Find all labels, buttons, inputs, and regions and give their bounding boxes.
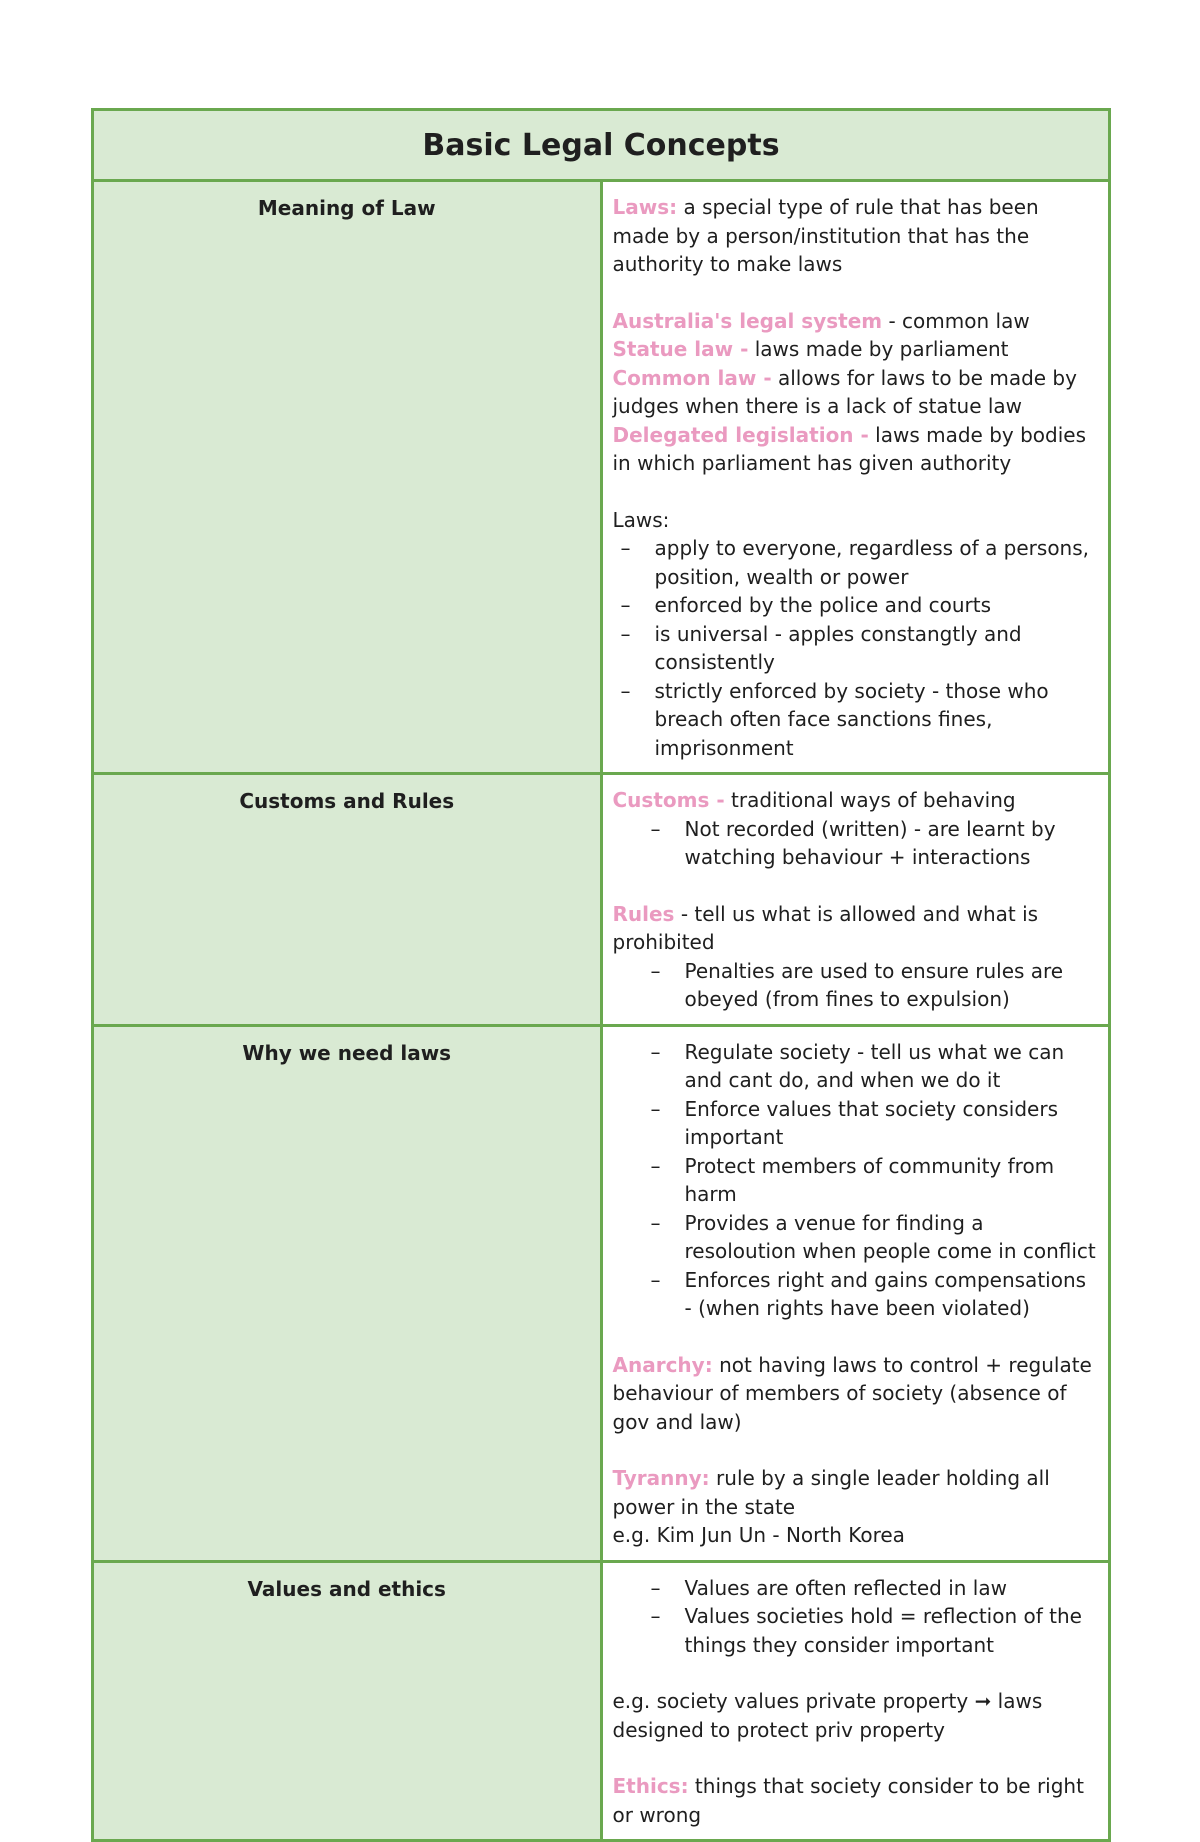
def-laws: a special type of rule that has been made by a person/institution that has the authority to make laws [612,195,1039,276]
list-item: – Regulate society - tell us what we can and cant do, and when we do it [613,1038,1099,1095]
row-label-why: Why we need laws [93,1025,602,1561]
row-label-values: Values and ethics [93,1561,602,1841]
legal-system-line [613,307,1099,336]
list-item: – Values societies hold = reflection of the things they consider important [613,1602,1099,1659]
row-label-meaning: Meaning of Law [93,181,602,774]
laws-heading: Laws: [612,507,670,532]
term-rules: Rules [612,901,675,926]
common-law-line [613,364,1099,421]
term-statue-law: Statue law - [612,337,749,361]
def-ethics: things that society consider to be right or wrong [612,1774,1084,1827]
row-content-customs [601,774,1110,1026]
delegated-legislation-line [613,421,1099,478]
term-customs: Customs - [612,788,725,812]
list-item: – Enforces right and gains compensations - (when rights have been violated) [613,1266,1099,1323]
list-item: – Provides a venue for finding a resoloution when people come in conflict [613,1209,1099,1266]
anarchy-definition [613,1351,1099,1437]
row-why-we-need-laws [93,1025,1110,1561]
row-label-customs: Customs and Rules [93,774,602,1026]
term-laws: Laws: [612,195,678,219]
def-rules: - tell us what is allowed and what is prohibited [612,901,1039,954]
rules-definition [613,900,1099,957]
laws-bullet-list [613,534,1099,762]
def-legal-system: - common law [882,308,1030,333]
ethics-definition [613,1772,1099,1829]
term-legal-system: Australia's legal system [612,308,883,333]
values-bullet-list [613,1574,1099,1660]
statue-law-line [613,335,1099,364]
term-tyranny: Tyranny: [612,1466,710,1490]
row-meaning-of-law [93,181,1110,774]
laws-definition [613,193,1099,279]
legal-concepts-table [91,108,1111,1842]
tyranny-definition [613,1464,1099,1521]
page-title: Basic Legal Concepts [93,110,1110,181]
values-example: e.g. society values private property ➞ laws designed to protect priv property [612,1689,1043,1742]
row-content-why [601,1025,1110,1561]
def-delegated-legislation: laws made by bodies in which parliament has given authority [612,422,1087,475]
def-anarchy: not having laws to control + regulate behaviour of members of society (absence of gov and law) [612,1352,1092,1434]
list-item: – is universal - apples constangtly and consistently [613,620,1099,677]
list-item: – Enforce values that society considers important [613,1095,1099,1152]
def-customs: traditional ways of behaving [724,788,1016,812]
def-statue-law: laws made by parliament [748,337,1009,361]
list-item: – Penalties are used to ensure rules are obeyed (from fines to expulsion) [613,957,1099,1014]
rules-bullet-list [613,957,1099,1014]
list-item: – apply to everyone, regardless of a persons, position, wealth or power [613,534,1099,591]
tyranny-example: e.g. Kim Jun Un - North Korea [612,1523,905,1547]
row-content-values [601,1561,1110,1841]
row-values-and-ethics [93,1561,1110,1841]
customs-definition [613,786,1099,815]
row-content-meaning [601,181,1110,774]
row-customs-and-rules [93,774,1110,1026]
term-ethics: Ethics: [612,1774,689,1798]
term-anarchy: Anarchy: [612,1352,713,1377]
def-tyranny: rule by a single leader holding all power in the state [612,1466,1050,1519]
list-item: – strictly enforced by society - those who breach often face sanctions fines, imprisonment [613,677,1099,763]
list-item: – Values are often reflected in law [613,1574,1099,1603]
term-delegated-legislation: Delegated legislation - [612,422,869,447]
why-bullet-list [613,1038,1099,1323]
list-item: – enforced by the police and courts [613,591,1099,620]
customs-bullet-list [613,815,1099,872]
term-common-law: Common law - [612,365,772,390]
list-item: – Protect members of community from harm [613,1152,1099,1209]
list-item: – Not recorded (written) - are learnt by watching behaviour + interactions [613,815,1099,872]
def-common-law: allows for laws to be made by judges when there is a lack of statue law [612,365,1077,418]
